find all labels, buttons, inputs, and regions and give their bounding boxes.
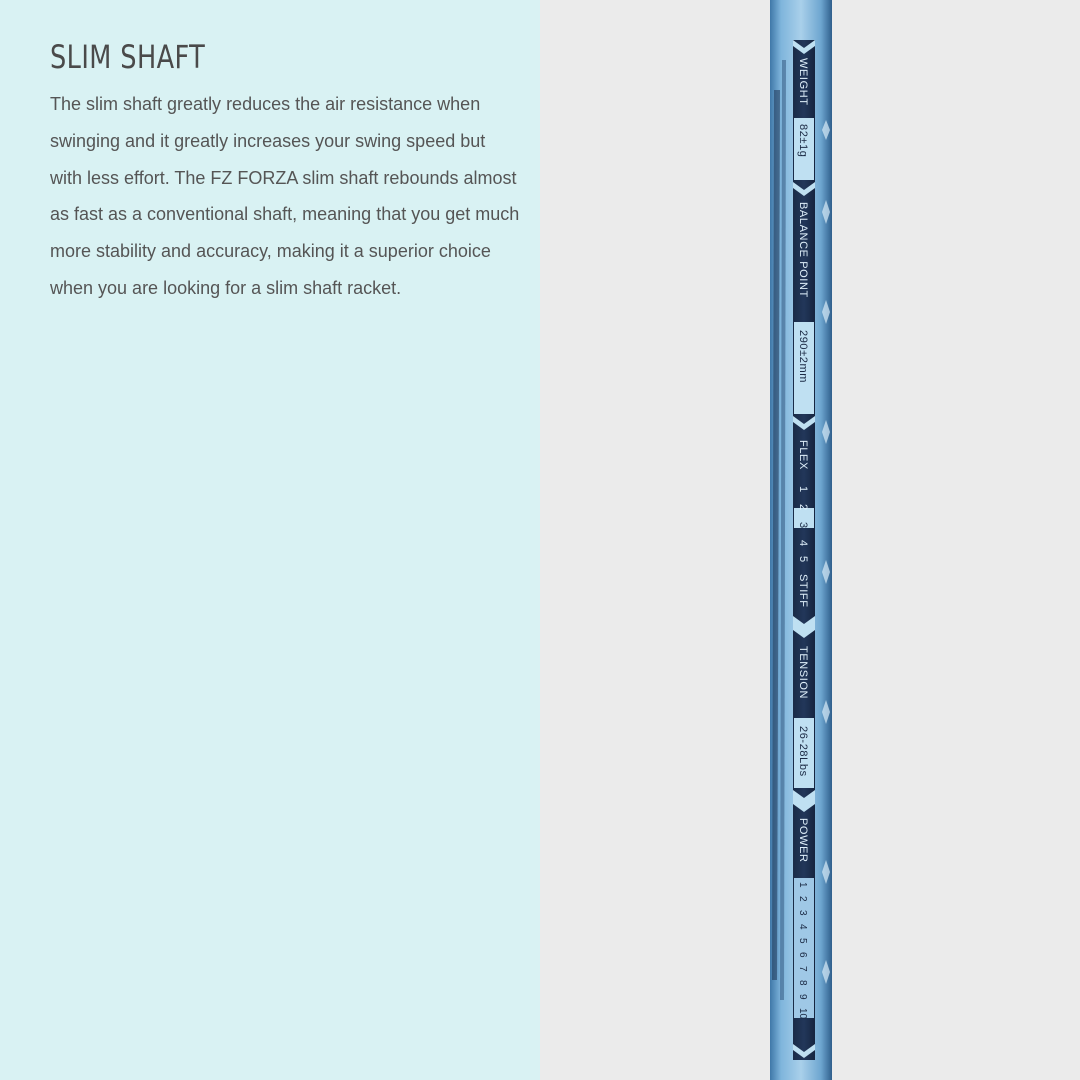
weight-label: WEIGHT bbox=[797, 58, 809, 106]
flex-label: FLEX bbox=[797, 440, 809, 470]
power-scale-4: 4 bbox=[797, 924, 808, 930]
power-scale-9: 9 bbox=[797, 994, 808, 1000]
balance-label: BALANCE POINT bbox=[797, 202, 809, 298]
tension-label: TENSION bbox=[797, 646, 809, 700]
racket-shaft-graphic bbox=[760, 0, 844, 1080]
power-scale-1: 1 bbox=[797, 882, 808, 888]
flex-end-label: STIFF bbox=[797, 574, 809, 608]
section-heading: SLIM SHAFT bbox=[50, 38, 206, 76]
flex-scale-4: 4 bbox=[797, 540, 809, 547]
balance-value: 290±2mm bbox=[797, 330, 809, 384]
power-scale-8: 8 bbox=[797, 980, 808, 986]
flex-scale-2: 2 bbox=[797, 504, 809, 511]
power-label: POWER bbox=[797, 818, 809, 863]
weight-value: 82±1g bbox=[797, 124, 809, 158]
power-scale-2: 2 bbox=[797, 896, 808, 902]
power-scale-7: 7 bbox=[797, 966, 808, 972]
flex-scale-1: 1 bbox=[797, 486, 809, 493]
section-description: The slim shaft greatly reduces the air resistance when swinging and it greatly increases your swing speed but with less effort. The FZ FORZA slim shaft rebounds almost as fast as a conventional shaft, meaning that you get much more stability and accuracy, making it a superior choice when you are looking for a slim shaft racket. bbox=[50, 94, 520, 298]
racket-shaft-image bbox=[760, 0, 844, 1080]
flex-scale-5: 5 bbox=[797, 556, 809, 563]
power-scale-10: 10 bbox=[797, 1008, 808, 1020]
flex-scale-3: 3 bbox=[797, 522, 809, 529]
tension-value: 26-28Lbs bbox=[797, 726, 809, 777]
power-scale-5: 5 bbox=[797, 938, 808, 944]
power-scale-3: 3 bbox=[797, 910, 808, 916]
power-scale-6: 6 bbox=[797, 952, 808, 958]
